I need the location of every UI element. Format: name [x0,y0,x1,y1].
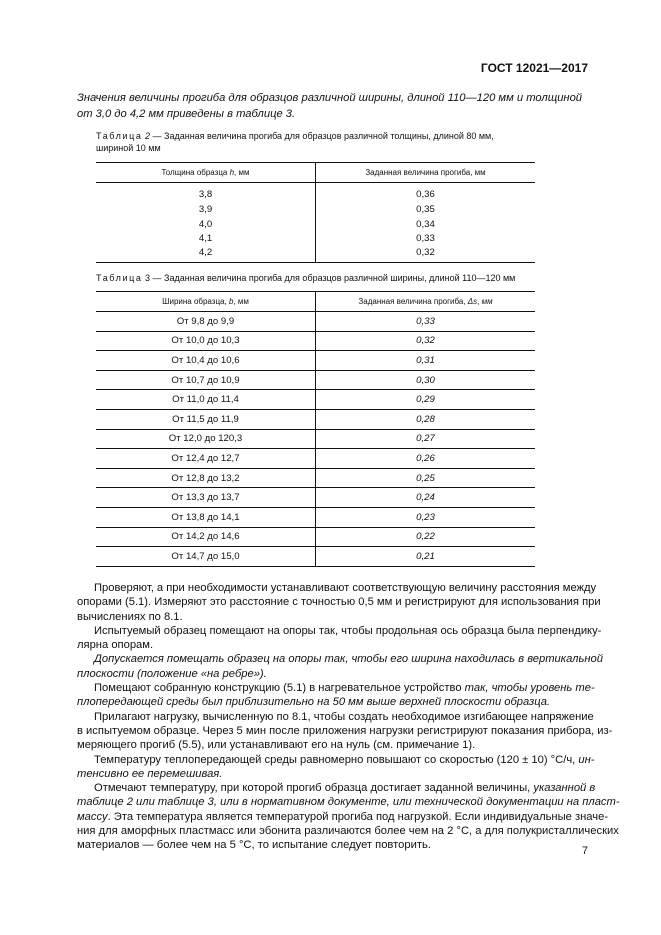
table-cell-value: 0,24 [316,488,536,508]
body-line: таблице 2 или таблице 3, или в нормативном документе, или технической документации на пласт- [77,796,620,809]
table-cell-param: От 11,5 до 11,9 [96,409,316,429]
table-cell-value: 0,22 [316,527,536,547]
table-cell-value: 0,35 [316,203,536,217]
table-row [96,449,535,469]
table-cell-param: 4,0 [198,218,213,230]
table2-caption-text: — Заданная величина прогиба для образцов различной толщины, длиной 80 мм, [150,131,494,141]
body-line: Допускается помещать образец на опоры так, чтобы его ширина находилась в вертикальной [94,653,603,666]
table-cell-param: От 10,4 до 10,6 [96,351,316,371]
table-cell-value: 0,30 [316,370,536,390]
table-row [96,217,535,231]
table-cell-param: От 12,4 до 12,7 [96,449,316,469]
table-cell-value: 0,31 [316,351,536,371]
table2-header-deflection: Заданная величина прогиба, мм [316,163,536,183]
intro-line: от 3,0 до 4,2 мм приведены в таблице 3. [77,107,296,120]
body-line: ния для аморфных пластмасс или эбонита различаются более чем на 2 °С, а для полукристаллических [77,825,619,838]
table-row [96,429,535,449]
table-cell-param: От 11,0 до 11,4 [96,390,316,410]
table-cell-param: 4,2 [96,246,316,263]
table2-caption-number: 2 [145,131,151,141]
table-cell-param: От 10,7 до 10,9 [96,370,316,390]
body-line: плоскости (положение «на ребре»). [77,667,267,680]
body-line: тенсивно ее перемешивая. [77,767,223,780]
table-row [96,331,535,351]
table-row [96,488,535,508]
table-cell-param: 3,9 [198,204,213,216]
table-row [96,231,535,245]
table-cell-value: 0,28 [316,409,536,429]
table2-caption [96,130,494,154]
table-row [96,203,535,217]
table-cell-param: От 12,8 до 13,2 [96,468,316,488]
table2-caption-text: шириной 10 мм [96,143,161,153]
table-cell-value: 0,33 [316,231,536,245]
table-row [96,370,535,390]
body-line: меряющего прогиб (5.5), или устанавливают его на нуль (см. примечание 1). [77,739,476,752]
table2-header-thickness: Толщина образца h, мм [96,163,316,183]
table-row [96,312,535,332]
table-row [96,183,535,203]
table-cell-param: От 12,0 до 120,3 [96,429,316,449]
table-cell-value: 0,32 [316,246,536,263]
body-line: Прилагают нагрузку, вычисленную по 8.1, чтобы создать необходимое изгибающее напряжение [94,710,594,723]
table-cell-value: 0,29 [316,390,536,410]
table-cell-value: 0,27 [316,429,536,449]
table-cell-param: От 14,7 до 15,0 [96,547,316,567]
table-cell-value: 0,34 [316,217,536,231]
body-line: материалов — более чем на 5 °С, то испытание следует повторить. [77,839,431,852]
table-cell-value: 0,26 [316,449,536,469]
body-text [77,581,620,853]
table-row [96,409,535,429]
table2-caption-label: Таблица [96,131,143,141]
symbol-b: b [228,297,234,306]
table-row [96,390,535,410]
table3 [96,291,535,567]
table-row [96,351,535,371]
body-line: Испытуемый образец помещают на опоры так, чтобы продольная ось образца была перпендику- [94,624,602,637]
body-line: вычислениях по 8.1. [77,610,183,623]
table3-caption-number: 3 [145,273,151,283]
intro-paragraph [77,91,590,122]
table-cell-param: 4,1 [198,232,213,244]
symbol-delta-s: Δs [467,297,478,306]
body-line: Проверяют, а при необходимости устанавливают соответствующую величину расстояния между [94,582,597,594]
table3-caption-label: Таблица [96,273,143,283]
table-row [96,527,535,547]
table3-header-width: Ширина образца, b, мм [96,292,316,312]
body-line: опорами (5.1). Измеряют это расстояние с точностью 0,5 мм и регистрируют для использования при [77,596,601,609]
table-cell-value: 0,36 [316,183,536,203]
table-row [96,468,535,488]
intro-line: Значения величины прогиба для образцов различной ширины, длиной 110—120 мм и толщиной [77,92,583,104]
table-cell-param: От 14,2 до 14,6 [96,527,316,547]
table-cell-value: 0,33 [316,312,536,332]
table3-header-deflection: Заданная величина прогиба, Δs, мм [316,292,536,312]
table3-caption-text: — Заданная величина прогиба для образцов различной ширины, длиной 110—120 мм [150,273,516,283]
table-cell-value: 0,25 [316,468,536,488]
body-line: плопередающей среды был приблизительно на 50 мм выше верхней плоскости образца. [77,696,551,709]
body-line: в испытуемом образце. Через 5 мин после приложения нагрузки регистрируют показания прибора, из- [77,724,613,737]
table-cell-param: От 10,0 до 10,3 [96,331,316,351]
table-row [96,547,535,567]
table-cell-param: От 13,8 до 14,1 [96,507,316,527]
body-line: массу. Эта температура является температурой прогиба под нагрузкой. Если индивидуальные значе- [77,810,609,823]
table-row [96,246,535,263]
table-cell-param: 3,8 [198,189,213,201]
table2 [96,162,535,263]
table-cell-value: 0,23 [316,507,536,527]
document-code: ГОСТ 12021—2017 [480,61,588,75]
table3-caption [96,272,515,284]
body-line: Температуру теплопередающей среды равномерно повышают со скоростью (120 ± 10) °С/ч, ин- [94,753,595,766]
body-line: Помещают собранную конструкцию (5.1) в нагревательное устройство так, чтобы уровень те- [94,682,595,695]
table-cell-value: 0,21 [316,547,536,567]
page-number: 7 [581,845,588,857]
table-row [96,507,535,527]
table-cell-param: От 9,8 до 9,9 [96,312,316,332]
table-cell-param: От 13,3 до 13,7 [96,488,316,508]
body-line: Отмечают температуру, при которой прогиб образца достигает заданной величины, указанной в [94,782,596,795]
table-cell-value: 0,32 [316,331,536,351]
body-line: лярна опорам. [77,639,154,652]
symbol-h: h [229,168,235,177]
